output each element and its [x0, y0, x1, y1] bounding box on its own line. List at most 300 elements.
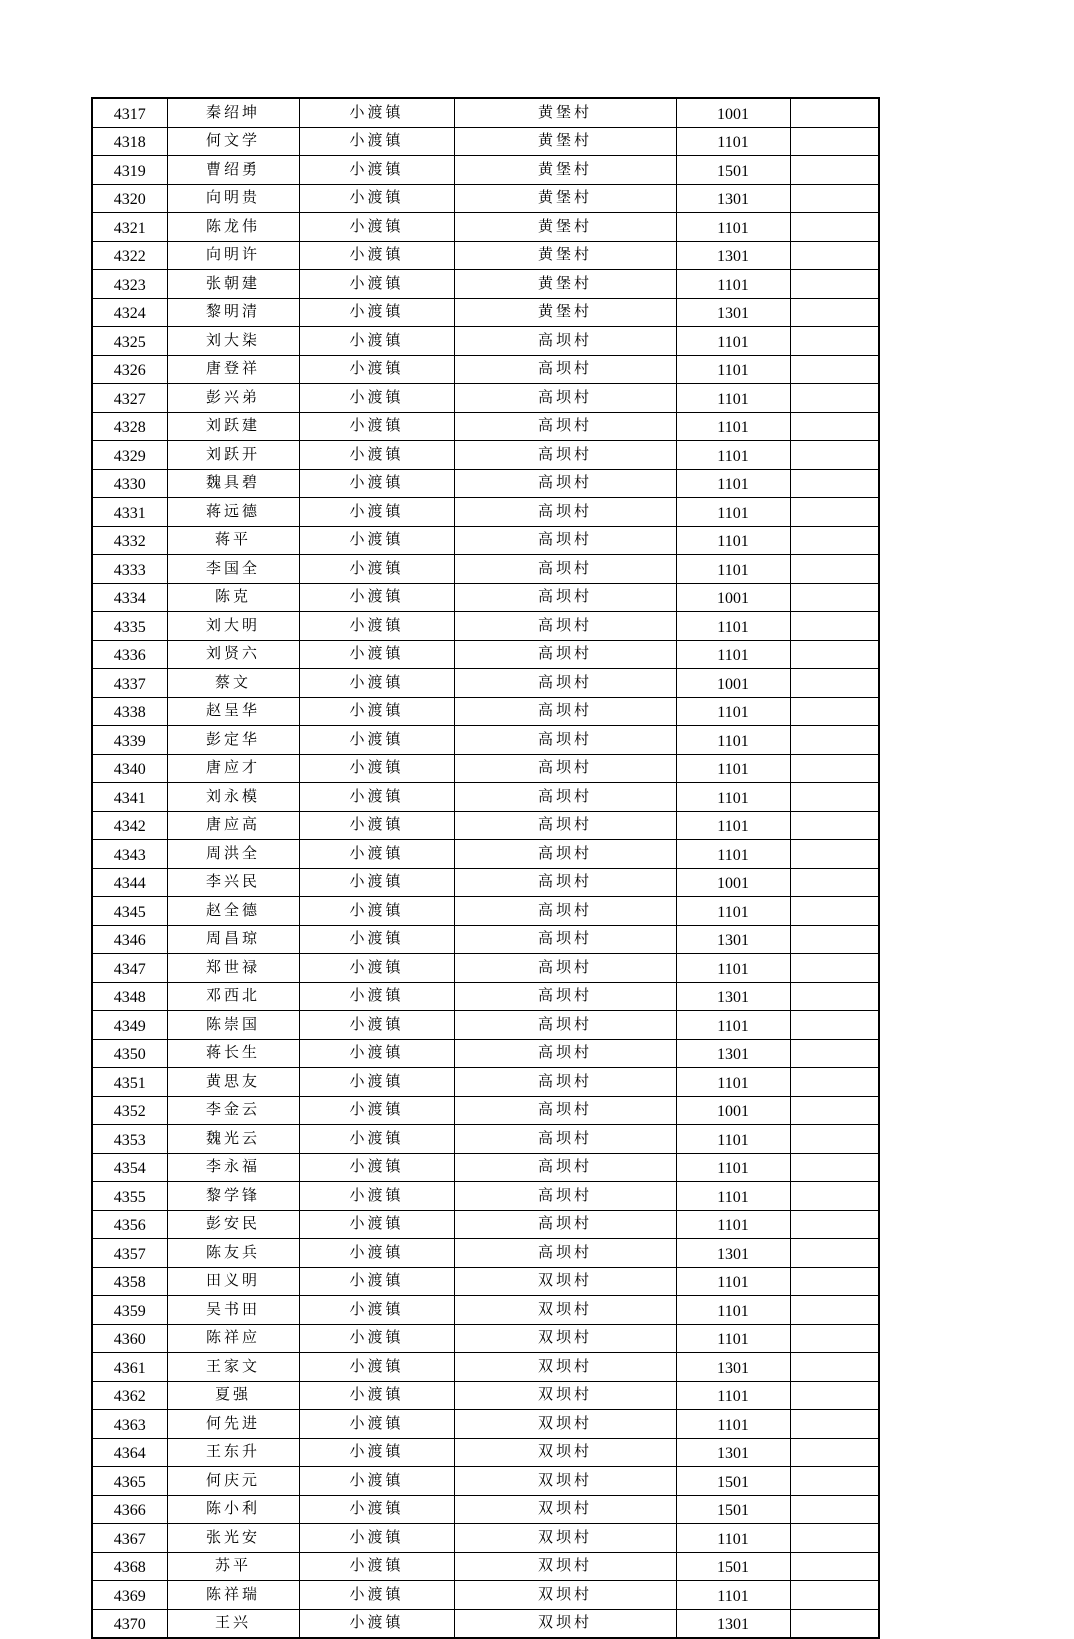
note-cell	[790, 954, 879, 983]
village-cell: 黄堡村	[454, 156, 676, 185]
town-cell: 小渡镇	[299, 241, 454, 270]
name-cell: 唐应才	[167, 754, 299, 783]
code-cell: 1101	[676, 1125, 790, 1154]
table-row	[92, 298, 879, 327]
table-row	[92, 1096, 879, 1125]
name-cell: 向明贵	[167, 184, 299, 213]
table-row	[92, 1210, 879, 1239]
row-number-cell: 4366	[92, 1495, 167, 1524]
town-cell: 小渡镇	[299, 754, 454, 783]
town-cell: 小渡镇	[299, 1410, 454, 1439]
town-cell: 小渡镇	[299, 1239, 454, 1268]
table-row	[92, 954, 879, 983]
note-cell	[790, 1438, 879, 1467]
village-cell: 高坝村	[454, 1182, 676, 1211]
town-cell: 小渡镇	[299, 697, 454, 726]
town-cell: 小渡镇	[299, 526, 454, 555]
row-number-cell: 4333	[92, 555, 167, 584]
village-cell: 黄堡村	[454, 184, 676, 213]
name-cell: 蒋长生	[167, 1039, 299, 1068]
code-cell: 1301	[676, 1438, 790, 1467]
note-cell	[790, 412, 879, 441]
code-cell: 1301	[676, 1039, 790, 1068]
table-row	[92, 1581, 879, 1610]
village-cell: 高坝村	[454, 441, 676, 470]
row-number-cell: 4349	[92, 1011, 167, 1040]
note-cell	[790, 697, 879, 726]
row-number-cell: 4363	[92, 1410, 167, 1439]
code-cell: 1101	[676, 1210, 790, 1239]
code-cell: 1101	[676, 1182, 790, 1211]
row-number-cell: 4334	[92, 583, 167, 612]
note-cell	[790, 526, 879, 555]
town-cell: 小渡镇	[299, 270, 454, 299]
code-cell: 1501	[676, 156, 790, 185]
row-number-cell: 4330	[92, 469, 167, 498]
table-row	[92, 98, 879, 127]
name-cell: 黎明清	[167, 298, 299, 327]
code-cell: 1301	[676, 982, 790, 1011]
village-cell: 高坝村	[454, 555, 676, 584]
table-row	[92, 1039, 879, 1068]
village-cell: 高坝村	[454, 1239, 676, 1268]
code-cell: 1001	[676, 1096, 790, 1125]
village-cell: 高坝村	[454, 583, 676, 612]
table-row	[92, 1125, 879, 1154]
code-cell: 1101	[676, 1524, 790, 1553]
row-number-cell: 4367	[92, 1524, 167, 1553]
row-number-cell: 4343	[92, 840, 167, 869]
town-cell: 小渡镇	[299, 156, 454, 185]
table-row	[92, 327, 879, 356]
town-cell: 小渡镇	[299, 498, 454, 527]
town-cell: 小渡镇	[299, 1609, 454, 1638]
name-cell: 吴书田	[167, 1296, 299, 1325]
code-cell: 1501	[676, 1495, 790, 1524]
town-cell: 小渡镇	[299, 897, 454, 926]
village-cell: 双坝村	[454, 1438, 676, 1467]
town-cell: 小渡镇	[299, 1296, 454, 1325]
code-cell: 1101	[676, 811, 790, 840]
code-cell: 1301	[676, 1353, 790, 1382]
code-cell: 1101	[676, 726, 790, 755]
row-number-cell: 4346	[92, 925, 167, 954]
table-row	[92, 925, 879, 954]
name-cell: 王家文	[167, 1353, 299, 1382]
name-cell: 陈祥应	[167, 1324, 299, 1353]
row-number-cell: 4332	[92, 526, 167, 555]
table-row	[92, 868, 879, 897]
table-row	[92, 1609, 879, 1638]
town-cell: 小渡镇	[299, 1068, 454, 1097]
table-row	[92, 184, 879, 213]
name-cell: 蒋平	[167, 526, 299, 555]
row-number-cell: 4344	[92, 868, 167, 897]
name-cell: 李国全	[167, 555, 299, 584]
table-row	[92, 1239, 879, 1268]
village-cell: 高坝村	[454, 954, 676, 983]
name-cell: 张光安	[167, 1524, 299, 1553]
town-cell: 小渡镇	[299, 1153, 454, 1182]
row-number-cell: 4356	[92, 1210, 167, 1239]
table-row	[92, 1068, 879, 1097]
name-cell: 陈小利	[167, 1495, 299, 1524]
town-cell: 小渡镇	[299, 355, 454, 384]
row-number-cell: 4341	[92, 783, 167, 812]
town-cell: 小渡镇	[299, 412, 454, 441]
code-cell: 1101	[676, 1324, 790, 1353]
village-cell: 高坝村	[454, 640, 676, 669]
code-cell: 1501	[676, 1467, 790, 1496]
table-row	[92, 982, 879, 1011]
row-number-cell: 4335	[92, 612, 167, 641]
code-cell: 1101	[676, 441, 790, 470]
note-cell	[790, 498, 879, 527]
table-row	[92, 213, 879, 242]
row-number-cell: 4328	[92, 412, 167, 441]
table-row	[92, 412, 879, 441]
table-row	[92, 241, 879, 270]
town-cell: 小渡镇	[299, 1096, 454, 1125]
village-cell: 高坝村	[454, 840, 676, 869]
table-row	[92, 1524, 879, 1553]
name-cell: 何先进	[167, 1410, 299, 1439]
town-cell: 小渡镇	[299, 1039, 454, 1068]
name-cell: 周昌琼	[167, 925, 299, 954]
town-cell: 小渡镇	[299, 555, 454, 584]
row-number-cell: 4360	[92, 1324, 167, 1353]
village-cell: 高坝村	[454, 327, 676, 356]
note-cell	[790, 811, 879, 840]
table-row	[92, 270, 879, 299]
code-cell: 1101	[676, 840, 790, 869]
village-cell: 高坝村	[454, 384, 676, 413]
table-row	[92, 441, 879, 470]
code-cell: 1101	[676, 127, 790, 156]
village-cell: 双坝村	[454, 1581, 676, 1610]
town-cell: 小渡镇	[299, 726, 454, 755]
note-cell	[790, 1125, 879, 1154]
village-cell: 黄堡村	[454, 98, 676, 127]
code-cell: 1101	[676, 384, 790, 413]
name-cell: 田义明	[167, 1267, 299, 1296]
name-cell: 蔡文	[167, 669, 299, 698]
table-row	[92, 1438, 879, 1467]
row-number-cell: 4342	[92, 811, 167, 840]
note-cell	[790, 213, 879, 242]
row-number-cell: 4320	[92, 184, 167, 213]
code-cell: 1301	[676, 184, 790, 213]
village-cell: 双坝村	[454, 1524, 676, 1553]
village-cell: 高坝村	[454, 1210, 676, 1239]
row-number-cell: 4357	[92, 1239, 167, 1268]
village-cell: 高坝村	[454, 1011, 676, 1040]
row-number-cell: 4359	[92, 1296, 167, 1325]
table-row	[92, 840, 879, 869]
note-cell	[790, 897, 879, 926]
village-cell: 高坝村	[454, 669, 676, 698]
village-cell: 高坝村	[454, 498, 676, 527]
town-cell: 小渡镇	[299, 1438, 454, 1467]
row-number-cell: 4318	[92, 127, 167, 156]
code-cell: 1101	[676, 1296, 790, 1325]
town-cell: 小渡镇	[299, 1182, 454, 1211]
village-cell: 黄堡村	[454, 213, 676, 242]
village-cell: 双坝村	[454, 1381, 676, 1410]
village-cell: 高坝村	[454, 811, 676, 840]
village-cell: 黄堡村	[454, 241, 676, 270]
town-cell: 小渡镇	[299, 1581, 454, 1610]
village-cell: 黄堡村	[454, 298, 676, 327]
name-cell: 刘贤六	[167, 640, 299, 669]
town-cell: 小渡镇	[299, 213, 454, 242]
village-cell: 高坝村	[454, 982, 676, 1011]
name-cell: 秦绍坤	[167, 98, 299, 127]
note-cell	[790, 327, 879, 356]
row-number-cell: 4321	[92, 213, 167, 242]
row-number-cell: 4358	[92, 1267, 167, 1296]
code-cell: 1501	[676, 1552, 790, 1581]
table-row	[92, 1467, 879, 1496]
code-cell: 1001	[676, 669, 790, 698]
note-cell	[790, 583, 879, 612]
row-number-cell: 4362	[92, 1381, 167, 1410]
town-cell: 小渡镇	[299, 640, 454, 669]
table-row	[92, 1353, 879, 1382]
name-cell: 李金云	[167, 1096, 299, 1125]
name-cell: 李永福	[167, 1153, 299, 1182]
table-row	[92, 1410, 879, 1439]
row-number-cell: 4336	[92, 640, 167, 669]
code-cell: 1101	[676, 697, 790, 726]
name-cell: 周洪全	[167, 840, 299, 869]
table-row	[92, 127, 879, 156]
table-row	[92, 640, 879, 669]
row-number-cell: 4347	[92, 954, 167, 983]
row-number-cell: 4322	[92, 241, 167, 270]
note-cell	[790, 1239, 879, 1268]
village-cell: 高坝村	[454, 526, 676, 555]
code-cell: 1301	[676, 1239, 790, 1268]
village-cell: 高坝村	[454, 754, 676, 783]
note-cell	[790, 640, 879, 669]
town-cell: 小渡镇	[299, 298, 454, 327]
name-cell: 曹绍勇	[167, 156, 299, 185]
note-cell	[790, 1324, 879, 1353]
row-number-cell: 4351	[92, 1068, 167, 1097]
name-cell: 邓西北	[167, 982, 299, 1011]
village-cell: 双坝村	[454, 1609, 676, 1638]
row-number-cell: 4337	[92, 669, 167, 698]
name-cell: 黎学锋	[167, 1182, 299, 1211]
note-cell	[790, 1467, 879, 1496]
town-cell: 小渡镇	[299, 327, 454, 356]
table-row	[92, 726, 879, 755]
row-number-cell: 4354	[92, 1153, 167, 1182]
town-cell: 小渡镇	[299, 954, 454, 983]
table-row	[92, 583, 879, 612]
note-cell	[790, 1524, 879, 1553]
code-cell: 1101	[676, 213, 790, 242]
name-cell: 夏强	[167, 1381, 299, 1410]
town-cell: 小渡镇	[299, 840, 454, 869]
table-row	[92, 612, 879, 641]
village-cell: 双坝村	[454, 1410, 676, 1439]
town-cell: 小渡镇	[299, 868, 454, 897]
town-cell: 小渡镇	[299, 469, 454, 498]
name-cell: 张朝建	[167, 270, 299, 299]
note-cell	[790, 1096, 879, 1125]
town-cell: 小渡镇	[299, 1552, 454, 1581]
note-cell	[790, 127, 879, 156]
note-cell	[790, 1552, 879, 1581]
village-cell: 双坝村	[454, 1267, 676, 1296]
code-cell: 1101	[676, 469, 790, 498]
code-cell: 1101	[676, 526, 790, 555]
note-cell	[790, 1296, 879, 1325]
row-number-cell: 4345	[92, 897, 167, 926]
town-cell: 小渡镇	[299, 1267, 454, 1296]
note-cell	[790, 1153, 879, 1182]
code-cell: 1001	[676, 868, 790, 897]
note-cell	[790, 925, 879, 954]
table-row	[92, 1011, 879, 1040]
note-cell	[790, 1581, 879, 1610]
table-row	[92, 1552, 879, 1581]
row-number-cell: 4368	[92, 1552, 167, 1581]
table-row	[92, 156, 879, 185]
note-cell	[790, 355, 879, 384]
note-cell	[790, 1210, 879, 1239]
town-cell: 小渡镇	[299, 1324, 454, 1353]
village-cell: 双坝村	[454, 1467, 676, 1496]
name-cell: 赵呈华	[167, 697, 299, 726]
village-cell: 高坝村	[454, 412, 676, 441]
row-number-cell: 4331	[92, 498, 167, 527]
town-cell: 小渡镇	[299, 184, 454, 213]
code-cell: 1301	[676, 1609, 790, 1638]
code-cell: 1101	[676, 1068, 790, 1097]
village-cell: 高坝村	[454, 897, 676, 926]
town-cell: 小渡镇	[299, 982, 454, 1011]
name-cell: 彭安民	[167, 1210, 299, 1239]
table-row	[92, 498, 879, 527]
table-row	[92, 1182, 879, 1211]
town-cell: 小渡镇	[299, 612, 454, 641]
village-cell: 高坝村	[454, 925, 676, 954]
village-cell: 高坝村	[454, 355, 676, 384]
code-cell: 1301	[676, 298, 790, 327]
village-cell: 双坝村	[454, 1353, 676, 1382]
note-cell	[790, 669, 879, 698]
row-number-cell: 4329	[92, 441, 167, 470]
row-number-cell: 4317	[92, 98, 167, 127]
records-table	[91, 97, 880, 1639]
note-cell	[790, 1182, 879, 1211]
table-row	[92, 526, 879, 555]
table-row	[92, 897, 879, 926]
name-cell: 陈友兵	[167, 1239, 299, 1268]
name-cell: 蒋远德	[167, 498, 299, 527]
note-cell	[790, 298, 879, 327]
name-cell: 黄思友	[167, 1068, 299, 1097]
note-cell	[790, 241, 879, 270]
village-cell: 高坝村	[454, 1125, 676, 1154]
code-cell: 1101	[676, 1581, 790, 1610]
note-cell	[790, 1011, 879, 1040]
name-cell: 陈崇国	[167, 1011, 299, 1040]
village-cell: 高坝村	[454, 1153, 676, 1182]
town-cell: 小渡镇	[299, 384, 454, 413]
note-cell	[790, 612, 879, 641]
table-row	[92, 1381, 879, 1410]
row-number-cell: 4365	[92, 1467, 167, 1496]
name-cell: 魏光云	[167, 1125, 299, 1154]
village-cell: 高坝村	[454, 612, 676, 641]
code-cell: 1101	[676, 1011, 790, 1040]
note-cell	[790, 840, 879, 869]
note-cell	[790, 441, 879, 470]
village-cell: 高坝村	[454, 783, 676, 812]
note-cell	[790, 469, 879, 498]
town-cell: 小渡镇	[299, 783, 454, 812]
town-cell: 小渡镇	[299, 1524, 454, 1553]
row-number-cell: 4338	[92, 697, 167, 726]
village-cell: 高坝村	[454, 1068, 676, 1097]
town-cell: 小渡镇	[299, 98, 454, 127]
row-number-cell: 4355	[92, 1182, 167, 1211]
village-cell: 双坝村	[454, 1495, 676, 1524]
town-cell: 小渡镇	[299, 1381, 454, 1410]
name-cell: 陈克	[167, 583, 299, 612]
row-number-cell: 4339	[92, 726, 167, 755]
code-cell: 1301	[676, 241, 790, 270]
note-cell	[790, 1039, 879, 1068]
name-cell: 刘大柒	[167, 327, 299, 356]
name-cell: 刘跃建	[167, 412, 299, 441]
name-cell: 王东升	[167, 1438, 299, 1467]
town-cell: 小渡镇	[299, 1467, 454, 1496]
table-row	[92, 555, 879, 584]
table-row	[92, 669, 879, 698]
code-cell: 1101	[676, 412, 790, 441]
code-cell: 1101	[676, 498, 790, 527]
note-cell	[790, 1068, 879, 1097]
name-cell: 何庆元	[167, 1467, 299, 1496]
note-cell	[790, 868, 879, 897]
row-number-cell: 4369	[92, 1581, 167, 1610]
code-cell: 1301	[676, 925, 790, 954]
code-cell: 1101	[676, 1267, 790, 1296]
table-row	[92, 811, 879, 840]
code-cell: 1101	[676, 555, 790, 584]
village-cell: 高坝村	[454, 1039, 676, 1068]
code-cell: 1101	[676, 1410, 790, 1439]
note-cell	[790, 156, 879, 185]
note-cell	[790, 1381, 879, 1410]
town-cell: 小渡镇	[299, 583, 454, 612]
note-cell	[790, 384, 879, 413]
name-cell: 彭定华	[167, 726, 299, 755]
code-cell: 1101	[676, 327, 790, 356]
code-cell: 1101	[676, 1153, 790, 1182]
code-cell: 1001	[676, 583, 790, 612]
records-table-body	[92, 98, 879, 1638]
row-number-cell: 4340	[92, 754, 167, 783]
code-cell: 1101	[676, 954, 790, 983]
code-cell: 1101	[676, 612, 790, 641]
name-cell: 赵全德	[167, 897, 299, 926]
